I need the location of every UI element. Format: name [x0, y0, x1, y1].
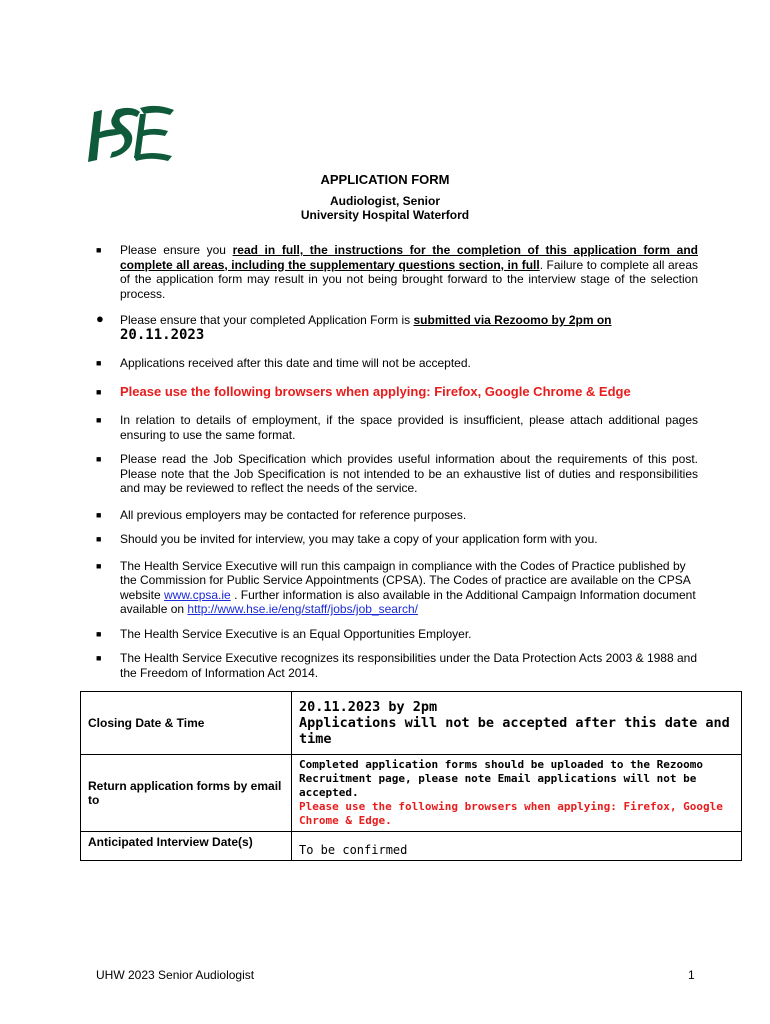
bullet-square-icon: ■ — [96, 245, 102, 255]
position-title: Audiologist, Senior — [330, 194, 440, 208]
instruction-text: Please ensure that your completed Application Form is — [120, 313, 414, 327]
instruction-text: The Health Service Executive is an Equal Opportunities Employer. — [120, 626, 472, 641]
hse-jobs-link[interactable]: http://www.hse.ie/eng/staff/jobs/job_search/ — [187, 602, 418, 616]
hospital-name: University Hospital Waterford — [300, 208, 470, 222]
instruction-emphasis: read in full, the instructions for the completion of this application form and complete all areas, including the supplementary questions section, in full — [120, 243, 698, 272]
instruction-text: Should you be invited for interview, you may take a copy of your application form with you. — [120, 532, 598, 546]
list-item — [96, 413, 698, 442]
instruction-text: . Further information is also available in the Additional Campaign Information document available on — [120, 587, 696, 616]
page-number: 1 — [688, 968, 695, 982]
list-item — [96, 508, 698, 523]
bullet-square-icon: ■ — [96, 509, 102, 520]
hse-logo — [82, 98, 182, 170]
bullet-square-icon: ■ — [96, 534, 102, 544]
bullet-square-icon: ■ — [96, 358, 102, 368]
table-row — [81, 692, 742, 755]
list-item — [96, 313, 698, 342]
cpsa-link[interactable]: www.cpsa.ie — [164, 587, 231, 602]
form-title: APPLICATION FORM — [320, 172, 450, 187]
bullet-dot-icon: ● — [96, 311, 104, 326]
interview-date-label: Anticipated Interview Date(s) — [81, 832, 292, 861]
list-item — [96, 452, 698, 496]
bullet-square-icon: ■ — [96, 454, 102, 464]
instruction-text: All previous employers may be contacted for reference purposes. — [120, 507, 467, 522]
instruction-text: The Health Service Executive will run this campaign in compliance with the Codes of Practice published by the Commission for Public Service Appointments (CPSA). The Codes of practice are available on the CPSA website — [120, 558, 691, 602]
application-details-table — [80, 691, 742, 861]
list-item — [96, 243, 698, 301]
instruction-text: . Failure to complete all areas of the application form may result in you not being brought forward to the interview stage of the selection process. — [120, 257, 699, 301]
list-item — [96, 559, 698, 617]
list-item — [96, 651, 698, 680]
instruction-text: Please ensure you — [120, 243, 233, 257]
instruction-emphasis: submitted via Rezoomo by 2pm on — [413, 313, 612, 327]
interview-date-text: To be confirmed — [299, 843, 408, 857]
list-item — [96, 532, 698, 547]
closing-date-time: 20.11.2023 by 2pm — [299, 699, 438, 715]
list-item — [96, 627, 698, 642]
footer-title: UHW 2023 Senior Audiologist — [96, 968, 255, 982]
table-row — [81, 832, 742, 861]
instruction-text: Please read the Job Specification which provides useful information about the requirements of this post. Please note that the Job Specification is not intended to be an exhaustive list of duties and responsibilities and may be reviewed to reflect the needs of the service. — [120, 452, 698, 495]
list-item — [96, 385, 698, 400]
instruction-text: In relation to details of employment, if the space provided is insufficient, please attach additional pages ensuring to use the same format. — [120, 413, 698, 442]
bullet-square-icon: ■ — [96, 653, 102, 663]
return-forms-label: Return application forms by email to — [81, 755, 292, 832]
instruction-text: Applications received after this date and time will not be accepted. — [120, 356, 471, 370]
hse-logo-graphic — [82, 98, 182, 170]
bullet-square-icon: ■ — [96, 560, 102, 571]
list-item — [96, 356, 698, 371]
browser-warning: Please use the following browsers when applying: Firefox, Google Chrome & Edge — [120, 383, 631, 399]
bullet-square-icon: ■ — [96, 415, 102, 425]
return-forms-browser-warning: Please use the following browsers when applying: Firefox, Google Chrome & Edge. — [299, 800, 723, 827]
closing-date-note: Applications will not be accepted after this date and time — [299, 715, 730, 747]
return-forms-text: Completed application forms should be uploaded to the Rezoomo Recruitment page, please note Email applications will not be accepted. — [299, 758, 703, 799]
instruction-text: The Health Service Executive recognizes its responsibilities under the Data Protection Acts 2003 & 1988 and the Freedom of Information Act 2014. — [120, 651, 697, 680]
interview-date-value — [292, 832, 742, 861]
bullet-square-icon: ■ — [96, 628, 102, 639]
closing-date-value — [292, 692, 742, 755]
table-row — [81, 755, 742, 832]
submission-date: 20.11.2023 — [120, 326, 205, 343]
instructions-list — [96, 243, 698, 680]
bullet-square-icon: ■ — [96, 386, 102, 397]
closing-date-label: Closing Date & Time — [81, 692, 292, 755]
return-forms-value — [292, 755, 742, 832]
